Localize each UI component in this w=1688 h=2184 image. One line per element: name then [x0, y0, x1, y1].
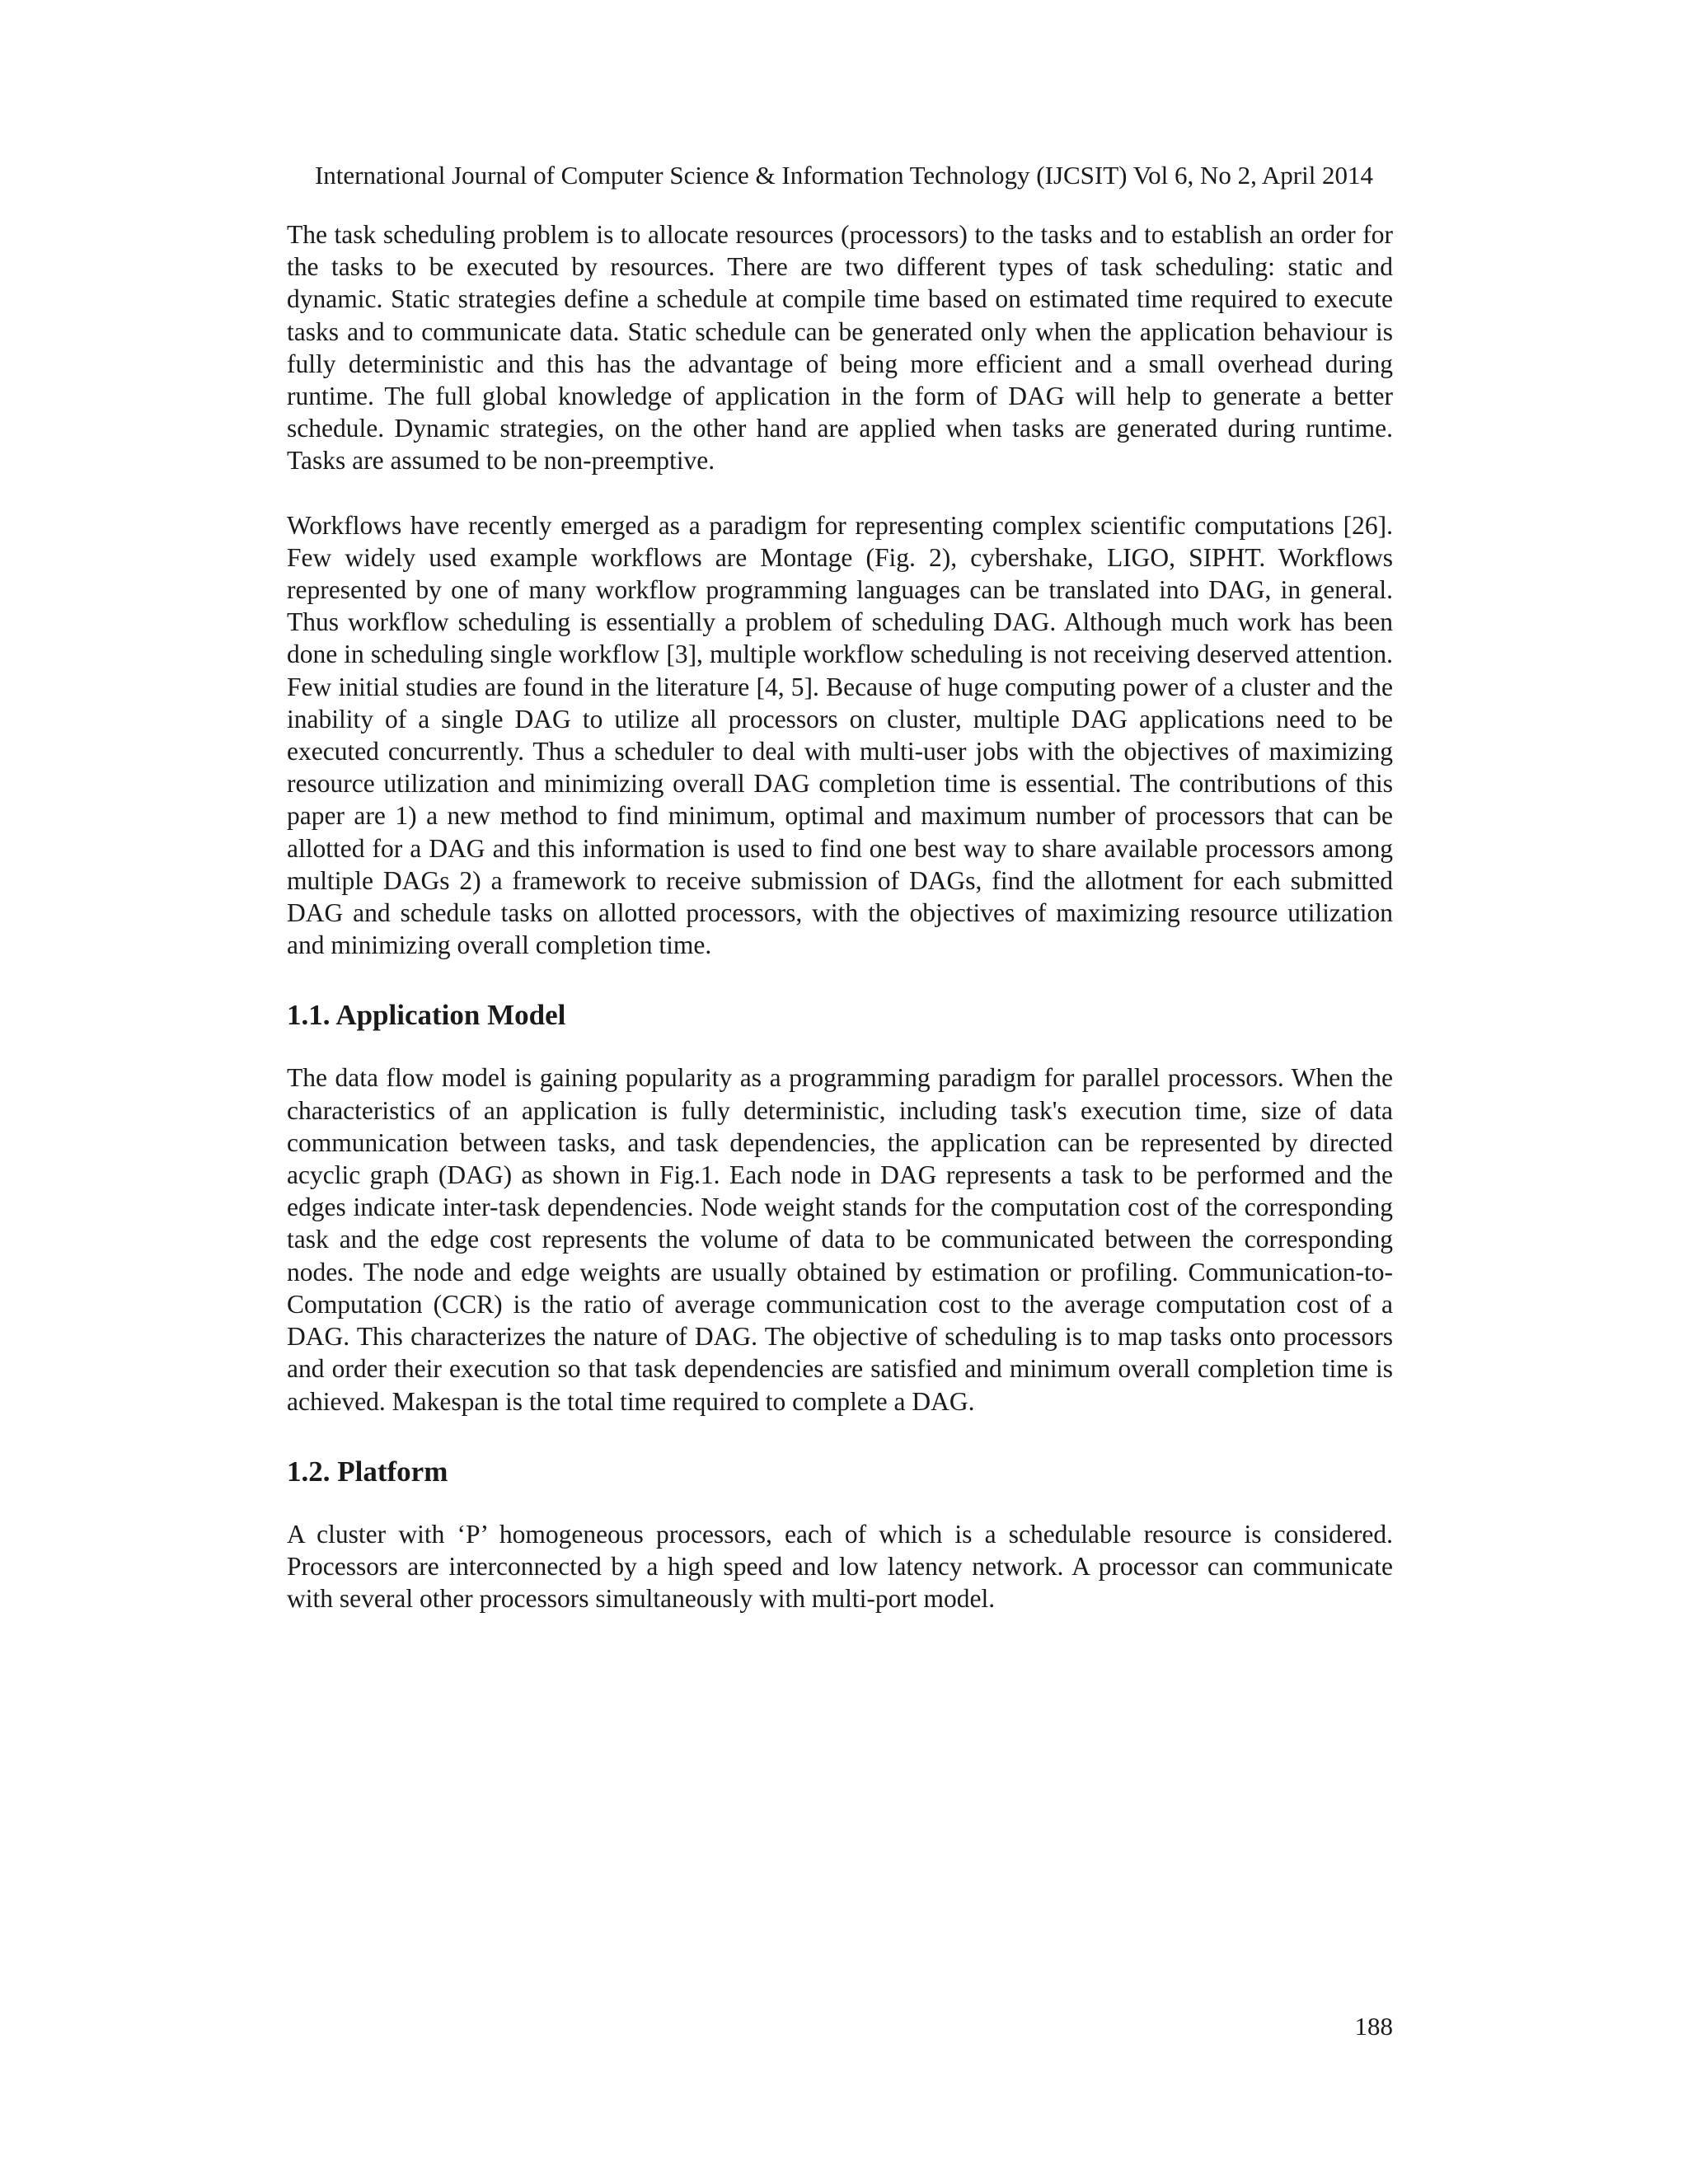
- page-number: 188: [1354, 2012, 1393, 2041]
- platform-paragraph: A cluster with ‘P’ homogeneous processors, each of which is a schedulable resource is considered. Processors are interconnected by a high speed and low latency network. A processor can communicate with several other processors simultaneously with multi-port model.: [287, 1519, 1393, 1614]
- intro-paragraph-task-scheduling: The task scheduling problem is to allocate resources (processors) to the tasks and to establish an order for the tasks to be executed by resources. There are two different types of task scheduling: static and dynamic. Static strategies define a schedule at compile time based on estimated time required to execute tasks and to communicate data. Static schedule can be generated only when the application behaviour is fully deterministic and this has the advantage of being more efficient and a small overhead during runtime. The full global knowledge of application in the form of DAG will help to generate a better schedule. Dynamic strategies, on the other hand are applied when tasks are generated during runtime. Tasks are assumed to be non-preemptive.: [287, 220, 1393, 476]
- section-heading-application-model: 1.1. Application Model: [287, 999, 566, 1032]
- section-heading-platform: 1.2. Platform: [287, 1455, 448, 1488]
- application-model-paragraph: The data flow model is gaining popularity as a programming paradigm for parallel processors. When the characteristics of an application is fully deterministic, including task's execution time, size of data communication between tasks, and task dependencies, the application can be represented by directed acyclic graph (DAG) as shown in Fig.1. Each node in DAG represents a task to be performed and the edges indicate inter-task dependencies. Node weight stands for the computation cost of the corresponding task and the edge cost represents the volume of data to be communicated between the corresponding nodes. The node and edge weights are usually obtained by estimation or profiling. Communication-to-Computation (CCR) is the ratio of average communication cost to the average computation cost of a DAG. This characterizes the nature of DAG. The objective of scheduling is to map tasks onto processors and order their execution so that task dependencies are satisfied and minimum overall completion time is achieved. Makespan is the total time required to complete a DAG.: [287, 1063, 1393, 1416]
- intro-paragraph-workflows: Workflows have recently emerged as a paradigm for representing complex scientific computations [26]. Few widely used example workflows are Montage (Fig. 2), cybershake, LIGO, SIPHT. Workflows represented by one of many workflow programming languages can be translated into DAG, in general. Thus workflow scheduling is essentially a problem of scheduling DAG. Although much work has been done in scheduling single workflow [3], multiple workflow scheduling is not receiving deserved attention. Few initial studies are found in the literature [4, 5]. Because of huge computing power of a cluster and the inability of a single DAG to utilize all processors on cluster, multiple DAG applications need to be executed concurrently. Thus a scheduler to deal with multi-user jobs with the objectives of maximizing resource utilization and minimizing overall DAG completion time is essential. The contributions of this paper are 1) a new method to find minimum, optimal and maximum number of processors that can be allotted for a DAG and this information is used to find one best way to share available processors among multiple DAGs 2) a framework to receive submission of DAGs, find the allotment for each submitted DAG and schedule tasks on allotted processors, with the objectives of maximizing resource utilization and minimizing overall completion time.: [287, 510, 1393, 960]
- running-header: International Journal of Computer Science & Information Technology (IJCSIT) Vol 6, No 2, April 2014: [314, 161, 1374, 190]
- main-content: [287, 218, 1393, 1615]
